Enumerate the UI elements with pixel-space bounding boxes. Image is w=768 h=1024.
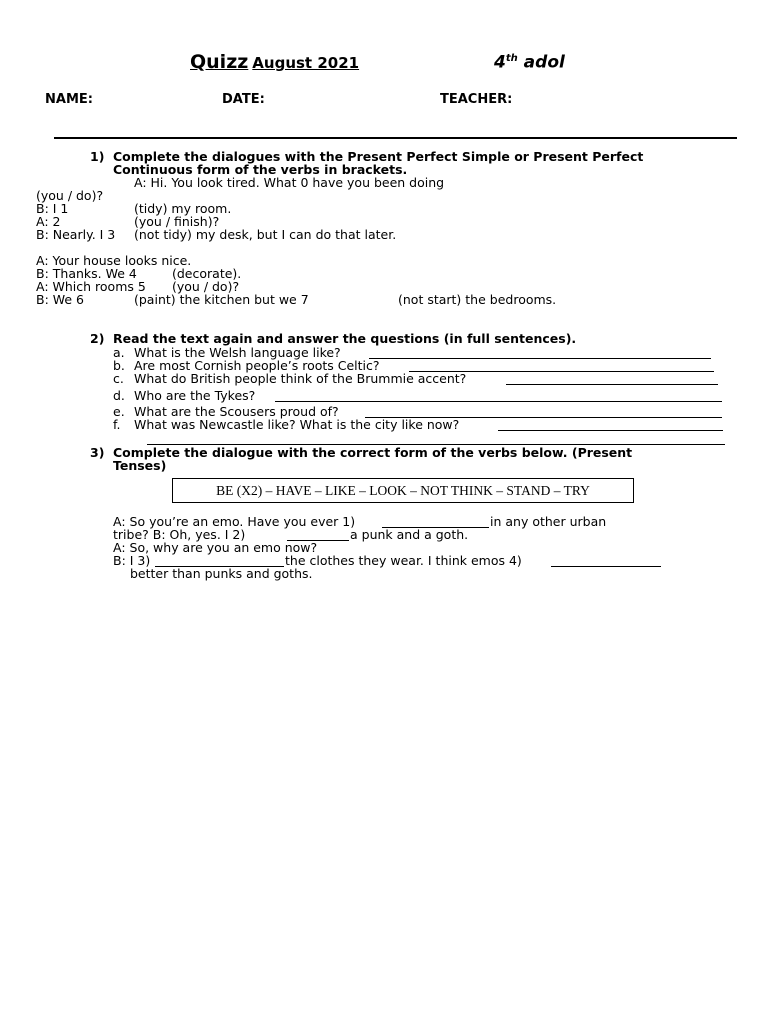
dialogue-line: the clothes they wear. I think emos 4) bbox=[285, 553, 522, 568]
header-divider bbox=[54, 137, 737, 139]
answer-blank[interactable] bbox=[147, 433, 725, 445]
dialogue-line: (you / do)? bbox=[172, 279, 240, 294]
question-letter: d. bbox=[113, 388, 125, 403]
section1-number: 1) bbox=[90, 149, 105, 164]
answer-blank[interactable] bbox=[369, 347, 711, 359]
dialogue-line: A: 2 bbox=[36, 214, 61, 229]
answer-blank[interactable] bbox=[506, 373, 718, 385]
section3-instruction-line1: Complete the dialogue with the correct form of the verbs below. (Present bbox=[113, 445, 633, 460]
name-label: NAME: bbox=[45, 92, 93, 107]
dialogue-line: (decorate). bbox=[172, 266, 242, 281]
dialogue-line: B: We 6 bbox=[36, 292, 85, 307]
question-text: Are most Cornish people’s roots Celtic? bbox=[134, 358, 380, 373]
dialogue-line: (paint) the kitchen but we 7 bbox=[134, 292, 309, 307]
section2-number: 2) bbox=[90, 331, 105, 346]
dialogue-line: tribe? B: Oh, yes. I 2) bbox=[113, 527, 246, 542]
dialogue-line: A: Your house looks nice. bbox=[36, 253, 192, 268]
section3-instruction-line2: Tenses) bbox=[113, 458, 167, 473]
question-letter: b. bbox=[113, 358, 125, 373]
question-letter: f. bbox=[113, 417, 121, 432]
section1-instruction-line1: Complete the dialogues with the Present Perfect Simple or Present Perfect bbox=[113, 149, 644, 164]
section1-instruction-line2: Continuous form of the verbs in brackets. bbox=[113, 162, 408, 177]
dialogue-line: A: So, why are you an emo now? bbox=[113, 540, 318, 555]
level-number: 4 bbox=[494, 52, 506, 73]
date-label: DATE: bbox=[222, 92, 265, 107]
teacher-label: TEACHER: bbox=[440, 92, 513, 107]
question-text: What are the Scousers proud of? bbox=[134, 404, 339, 419]
dialogue-line: in any other urban bbox=[490, 514, 607, 529]
question-letter: a. bbox=[113, 345, 125, 360]
question-text: What was Newcastle like? What is the city like now? bbox=[134, 417, 460, 432]
question-text: Who are the Tykes? bbox=[134, 388, 256, 403]
question-letter: e. bbox=[113, 404, 125, 419]
quiz-title-word: Quizz bbox=[190, 51, 249, 73]
verb-word-box: BE (X2) – HAVE – LIKE – LOOK – NOT THINK – STAND – TRY bbox=[172, 478, 634, 503]
answer-blank[interactable] bbox=[498, 419, 723, 431]
dialogue-line: A: Which rooms 5 bbox=[36, 279, 146, 294]
dialogue-line: B: Thanks. We 4 bbox=[36, 266, 137, 281]
level-word: adol bbox=[523, 52, 565, 73]
dialogue-line: (you / finish)? bbox=[134, 214, 220, 229]
dialogue-line: B: Nearly. I 3 bbox=[36, 227, 116, 242]
dialogue-line: (tidy) my room. bbox=[134, 201, 232, 216]
quiz-level bbox=[494, 54, 565, 72]
question-text: What do British people think of the Brummie accent? bbox=[134, 371, 467, 386]
answer-blank[interactable] bbox=[551, 555, 661, 567]
dialogue-line: a punk and a goth. bbox=[350, 527, 469, 542]
question-letter: c. bbox=[113, 371, 124, 386]
dialogue-line: better than punks and goths. bbox=[130, 566, 313, 581]
dialogue-line: (you / do)? bbox=[36, 188, 104, 203]
section2-instruction: Read the text again and answer the questions (in full sentences). bbox=[113, 331, 577, 346]
level-superscript: th bbox=[505, 53, 518, 64]
question-text: What is the Welsh language like? bbox=[134, 345, 341, 360]
dialogue-line: A: Hi. You look tired. What 0 have you been doing bbox=[134, 175, 445, 190]
answer-blank[interactable] bbox=[275, 390, 722, 402]
dialogue-line: B: I 1 bbox=[36, 201, 69, 216]
section3-number: 3) bbox=[90, 445, 105, 460]
dialogue-line: B: I 3) bbox=[113, 553, 151, 568]
dialogue-line: (not start) the bedrooms. bbox=[398, 292, 557, 307]
quiz-title bbox=[190, 53, 359, 72]
dialogue-line: (not tidy) my desk, but I can do that later. bbox=[134, 227, 397, 242]
quiz-date: August 2021 bbox=[252, 54, 360, 72]
dialogue-line: A: So you’re an emo. Have you ever 1) bbox=[113, 514, 356, 529]
